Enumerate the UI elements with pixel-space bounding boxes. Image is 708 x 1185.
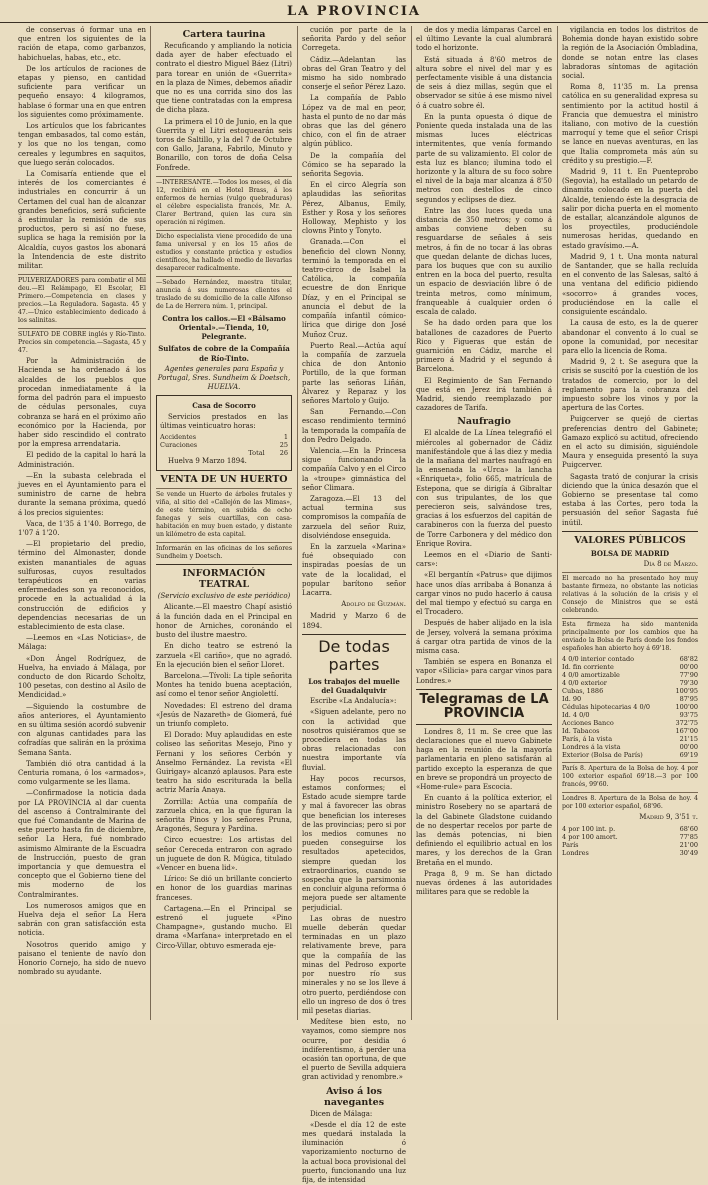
article-paragraph: Zaragoza.—El 13 del actual termina sus compromisos la compañía de zarzuela del señor Ruiz, disolviéndose enseguida. xyxy=(302,494,406,540)
article-paragraph: Después de haber alijado en la isla de Jersey, volverá la semana próxima á cargar otra partida de vinos de la misma casa. xyxy=(416,619,552,655)
article-paragraph: «Desde el día 12 de este mes quedará instalada la iluminación ó vaporizamiento nocturno de la actual boca provisional del puerto, funcionando una luz fija, de intensidad xyxy=(302,1120,406,1184)
article-paragraph: Novedades: El estreno del drama «Jesús de Nazareth» de Giomerá, fué un triunfo completo. xyxy=(156,701,292,728)
table-row xyxy=(160,441,288,449)
article-paragraph: —El propietario del predio, término del Almonaster, donde existen manantiales de aguas sulfurosas, cuyos resultados terapéuticos en varias enfermedades son ya reconocidos, procede en la actualidad á la construcción de edificios y dependencias necesarias de un establecimiento de esta clase. xyxy=(18,540,146,631)
article-paragraph: San Fernando.—Con escaso rendimiento terminó la temporada la compañía de don Pedro Delgado. xyxy=(302,408,406,444)
ad-heading: Sulfatos de cobre de la Compañía de Río-Tinto. xyxy=(158,344,290,363)
article-paragraph: Vaca, de 1'35 á 1'40. Borrego, de 1'07 á 1'20. xyxy=(18,519,146,537)
article-paragraph: —Leemos en «Las Noticias», de Málaga: xyxy=(18,634,146,652)
divider xyxy=(156,564,292,565)
quote-value: 100'00 xyxy=(675,703,698,712)
article-paragraph: El alcalde de La Línea telegrafió el miércoles al gobernador de Cádiz manifestándole que á las diez y media de la mañana del martes naufragó en la ensenada la «Urca» la lancha «Enriqueta», folio 665, matrícula de Estepona, que se dirigía á Gibraltar con sus tripulantes, de los que perecieron seis, salvándose tres, gracias á los esfuerzos del capitán de carabineros con la fuerza del puesto de Torre Carbonera y del médico don Enrique Rovira. xyxy=(416,429,552,548)
divider xyxy=(302,634,406,635)
quote-value: 100'95 xyxy=(675,687,698,696)
article-paragraph: También dió otra cantidad á la Centuria romana, ó los «armados», como vulgarmente se les llama. xyxy=(18,759,146,787)
article-paragraph: Servicios prestados en las últimas veinticuatro horas: xyxy=(160,412,288,430)
quotes-table xyxy=(562,825,698,857)
quote-label: Exterior (Bolsa de París) xyxy=(562,751,643,760)
article-paragraph: vigilancia en todos los distritos de Bohemia donde hayan existido sobre la región de la Asociación Ómbladina, donde se notan entre las clases labradoras síntomas de agitación social. xyxy=(562,26,698,81)
column-rule xyxy=(150,26,151,1020)
article-paragraph: Granada.—Con el beneficio del clown Nonny, terminó la temporada en el teatro-circo de Isabel la Católica, la compañía ecuestre de don Enrique Díaz, y en el Principal se anuncia el debut de la compañía infantil cómico-lírica que dirige don José Muñoz Cruz. xyxy=(302,238,406,339)
table-row xyxy=(562,719,698,727)
article-paragraph: Está situada á 8'60 metros de altura sobre el nivel del mar y es perfectamente visible á una distancia de seis á diez millas, según que el observador se sitúe á ese mismo nivel ó á cuatro sobre él. xyxy=(416,55,552,110)
quote-label: 4 por 100 int. p. xyxy=(562,825,616,834)
section-subheading: BOLSA DE MADRID xyxy=(590,548,670,558)
advertisement: —INTERESANTE.—Todos los meses, el día 12, recibirá en el Hotel Brass, á los enfermos de hernias (vulgo quebraduras) el célebre especialista francés, Mr. A. Clarer Bertrand, quien las cura sin operación ni régimen. xyxy=(156,176,292,227)
article-paragraph: Los numerosos amigos que en Huelva deja el señor La Hera sabrán con gran satisfacción esta noticia. xyxy=(18,901,146,938)
advertisement: Informarán en las oficinas de los señores Sundheim y Doetsch. xyxy=(156,542,292,561)
article-paragraph: En la punta opuesta ó dique de Poniente queda instalada una de las mismas luces eléctricas intermitentes, que venía formando parte de su valizamiento. El color de esta luz es blanco; ilumina todo el horizonte y la altura de su foco sobre el nivel de la baja mar alcanza á 8'50 metros con destellos de cinco segundos y eclipses de diez. xyxy=(416,112,552,204)
article-paragraph: Leemos en el «Diario de Santi-cars»: xyxy=(416,550,552,569)
column-2 xyxy=(156,26,292,1020)
quote-value: 30'49 xyxy=(679,849,698,858)
stats-total-value: 26 xyxy=(279,449,288,458)
article-paragraph: Puigcerver se quejó de ciertas preferencias dentro del Gabinete; Gamazo explicó su actitud, ofreciendo en el acto su dimisión, siguiéndole Maura y enseguida presentó la suya Puigcerver. xyxy=(562,415,698,470)
quote-label: Cédulas hipotecarias 4 0/0 xyxy=(562,703,650,712)
table-row xyxy=(562,727,698,735)
stats-date: Huelva 9 Marzo 1894. xyxy=(168,457,247,466)
article-paragraph: De la compañía del Cómico se ha separado la señorita Segovia. xyxy=(302,151,406,179)
table-row xyxy=(562,751,698,759)
article-paragraph: Medítese bien esto, no vayamos, como siempre nos ocurre, por desidia ó indiferentismo, á perder una ocasión tan oportuna, de que el puerto de Sevilla adquiera gran actividad y renombre.» xyxy=(302,1018,406,1082)
quote-label: 4 0/0 exterior xyxy=(562,679,607,688)
table-row xyxy=(160,449,288,457)
ad-heading: Contra los callos.—El «Bálsamo Oriental».—Tienda, 10, Pelegrante. xyxy=(162,313,286,342)
article-paragraph: Dicen de Málaga: xyxy=(310,1109,373,1118)
article-paragraph: En el circo Alegría son aplaudidas las señoritas Pérez, Albanus, Emily, Esther y Rosa y los señores Holloway, Mephisto y los clowns Pinto y Tonyto. xyxy=(302,181,406,236)
table-row xyxy=(562,849,698,857)
article-paragraph: El Dorado: Muy aplaudidas en este coliseo las señoritas Mesejo, Pino y Fernani y los señores Cerbón y Anselmo Fernández. La revista «El Guirigay» alcanzó aplausos. Para este teatro ha sido escriturada la bella actriz María Anaya. xyxy=(156,731,292,795)
section-subheading: (Servicio exclusivo de este periódico) xyxy=(157,592,291,601)
quote-value: 00'00 xyxy=(679,663,698,672)
article-paragraph: Por la Administración de Hacienda se ha ordenado á los alcaldes de los pueblos que procedan inmediatamente á la forma del padrón para el impuesto de cédulas personales, cuya cobranza se hará en el próximo año económico por la Hacienda, por haber sido rescindido el contrato por la empresa arrendataria. xyxy=(18,357,146,449)
quote-label: 4 por 100 amort. xyxy=(562,833,618,842)
table-row xyxy=(562,663,698,671)
advertisement: —Sebado Hernández, maestra titular, anuncia á sus numerosas clientes el traslado de su domicilio de la calle Alfonso de La de Herrera núm. 1, principal. xyxy=(156,276,292,311)
quote-label: Id. fin corriente xyxy=(562,663,614,672)
article-paragraph: Madrid 9, 1 t. Una monta natural de Santander, que se halla recluída en el convento de las Salesas, saltó á una ventana del edificio pidiendo «socorro» á grandes voces, produciéndose en la calle el consiguiente escándalo. xyxy=(562,252,698,317)
article-paragraph: Se ha dado orden para que los batallones de cazadores de Puerto Rico y Figueras que están de guarnición en Cádiz, marche el primero á Madrid y el segundo á Barcelona. xyxy=(416,319,552,374)
article-paragraph: Roma 8, 11'35 m. La prensa católica en su generalidad expresa su sentimiento por la actitud hostil á Francia que demuestra el ministro italiano, con motivo de la cuestión marroquí y teme que el señor Crispi se lance en nuevas aventuras, en las que Italia comprometa más aún su crédito y su prestigio.—F. xyxy=(562,83,698,165)
masthead xyxy=(0,0,708,23)
article-paragraph: Lírico: Se dió un brillante concierto en honor de los guardias marinas franceses. xyxy=(156,875,292,902)
article-paragraph: Barcelona.—Tívoli: La tiple señorita Montes ha tenido buena aceptación, así como el tenor señor Angiolettí. xyxy=(156,671,292,699)
market-note: El mercado no ha presentado hoy muy bastante firmeza, no obstante las noticias relativas á la solución de la crisis y el Consejo de Ministros que se está celebrando. xyxy=(562,572,698,615)
article-paragraph: En la zarzuela «Marina» fué obsequiado con inspiradas poesías de un vate de la localidad, el popular barítono señor Lacarra. xyxy=(302,542,406,597)
article-paragraph: Puerto Real.—Actúa aquí la compañía de zarzuela chica de don Antonio Portillo, de la que forman parte las señoras Liñán, Álvarez y Reparaz y los señores Martolo y Guijo. xyxy=(302,341,406,405)
article-paragraph: «Siguen adelante, pero no con la actividad que nosotros quisiéramos que se procediera en todas las obras relacionadas con nuestra importante vía fluvial. xyxy=(302,708,406,772)
article-paragraph: Madrid 9, 11 t. En Puenteprobo (Segovia), ha estallado un petardo de dinamita colocado en la puerta del Alcalde, teniendo éste la desgracia de salir por dicha puerta en el momento de estallar, alcanzándole algunos de los proyectiles, produciéndole numerosas heridas, quedando en estado gravísimo.—A. xyxy=(562,168,698,250)
article-paragraph: El Regimiento de San Fernando que está en Jerez irá también á Madrid, siendo reemplazado por cazadores de Tarifa. xyxy=(416,376,552,413)
quote-label: 4 0/0 interior contado xyxy=(562,655,635,664)
article-paragraph: de dos y media lámparas Carcel en el último Levante la cual alumbrará todo el horizonte. xyxy=(416,26,552,53)
quote-value: 77'90 xyxy=(679,671,698,680)
column-4 xyxy=(416,26,552,1020)
article-paragraph: Los artículos que los fabricantes tengan embasados, tal como están, y los que no los tengan, como cereales y legumbres en saquitos, que luego serán colocados. xyxy=(18,122,146,167)
quote-value: 21'00 xyxy=(679,841,698,850)
quotes-table xyxy=(562,655,698,759)
article-paragraph: Madrid 9, 2 t. Se asegura que la crisis se suscitó por la cuestión de los tratados de comercio, por lo del reglamento para la cobranza del impuesto sobre los vinos y por la apertura de las Cortes. xyxy=(562,358,698,413)
article-paragraph: «El bergantín «Patrus» que dijimos hace unos días arribaba á Bonanza á cargar vinos no pudo hacerlo á causa del mal tiempo y efectuó su carga en el Trocadero. xyxy=(416,571,552,617)
article-paragraph: Hay pocos recursos, estamos conformes; el Estado acude siempre tarde y mal á favorecer las obras que benefician los intereses de las provincias; pero si por los medios comunes no pueden conseguirse los resultados apetecidos, siempre quedan los extraordinarios, cuando se sospecha que la parsimonia en concluir alguna reforma ó mejora puede ser altamente perjudicial. xyxy=(302,774,406,912)
article-paragraph: El pedido de la capital lo hará la Administración. xyxy=(18,451,146,469)
table-row xyxy=(562,671,698,679)
quote-label: Londres xyxy=(562,849,589,858)
table-row xyxy=(562,833,698,841)
table-row xyxy=(562,655,698,663)
quote-label: París xyxy=(562,841,579,850)
column-rule xyxy=(297,26,298,1020)
advertisement: SULFATO DE COBRE inglés y Río-Tinto. Precios sin competencia.—Sagasta, 45 y 47. xyxy=(18,328,146,355)
quote-value: 21'15 xyxy=(679,735,698,744)
quote-label: Id. 90 xyxy=(562,695,582,704)
article-paragraph: Circo ecuestre: Los artistas del señor Cereceda entraron con agrado un juguete de don R. Múgica, titulado «Vencer en buena lid». xyxy=(156,836,292,872)
quote-label: Cubas, 1886 xyxy=(562,687,604,696)
article-paragraph: Recuficando y ampliando la noticia dada ayer de haber efectuado el contrato el diestro Miguel Báez (Litri) para torear en unión de «Guerrita» en la plaza de Nimes, debemos añadir que no es una corrida sino dos las que tiene contratadas con la empresa de dicha plaza. xyxy=(156,42,292,115)
quote-value: 93'75 xyxy=(679,711,698,720)
section-heading: Telegramas de LA PROVINCIA xyxy=(419,691,549,721)
page-title: LA PROVINCIA xyxy=(287,4,421,19)
table-row xyxy=(562,841,698,849)
divider xyxy=(416,689,552,690)
table-row xyxy=(562,703,698,711)
article-paragraph: Escribe «La Andalucía»: xyxy=(310,697,397,706)
quote-label: París, á la vista xyxy=(562,735,613,744)
dateline: Madrid y Marzo 6 de 1894. xyxy=(302,612,406,630)
article-paragraph: La causa de esto, es la de querer abandonar el convento á lo cual se opone la comunidad, por necesitar para ello la licencia de Roma. xyxy=(562,319,698,355)
article-paragraph: Nosotros querido amigo y paisano el teniente de navío don Honorio Cornejo, ha sido de nuevo nombrado su ayudante. xyxy=(18,940,146,977)
market-note: Londres 8. Apertura de la Bolsa de hoy. 4 por 100 exterior español, 68'96. xyxy=(562,792,698,811)
market-note: Esta firmeza ha sido mantenida principalmente por los cambios que ha enviado la Bolsa de París donde los fondos españoles han abierto hoy á 69'18. xyxy=(562,618,698,653)
stats-total-label: Total xyxy=(248,449,265,458)
author-signature: Adolfo de Guzmán. xyxy=(341,600,406,609)
article-paragraph: Zorrilla: Actúa una compañía de zarzuela chica, en la que figuran la señorita Pinos y los señores Pruna, Aragonés, Segura y Pardina. xyxy=(156,797,292,834)
table-row xyxy=(160,433,288,441)
quote-value: 69'19 xyxy=(679,751,698,760)
article-paragraph: Praga 8, 9 m. Se han dictado nuevas órdenes á las autoridades militares para que se redoble la xyxy=(416,869,552,897)
article-paragraph: Entre las dos luces queda una distancia de 350 metros; y como á ambas conviene deben su resguardarse de señales á seis metros, á fin de no tocar á las obras que quedan delante de dichas luces, para los buques que con su auxilio entren en la boca del puerto, resulta un espacio de desviación libre ó de treinta metros, como mínimum, franqueable á cualquier orden ó escala de calado. xyxy=(416,206,552,317)
article-paragraph: Cádiz.—Adelantan las obras del Gran Teatro y del mismo ha sido nombrado conserje el señor Pérez Lazo. xyxy=(302,55,406,92)
article-heading: Aviso á los navegantes xyxy=(323,1085,385,1108)
advertisement: PULVERIZADORES para combatir el Mil deu.—El Relámpago, El Escolar, El Primero.—Competencia en clases y precios.—La Reguladora. Sagasta. 45 y 47.—Único establecimiento dedicado á los salinitas. xyxy=(18,274,146,325)
section-heading: Cartera taurina xyxy=(182,29,266,40)
advertisement: Se vende un Huerto de árboles frutales y viña, al sitio del «Callejón de las Mimas», de este término, en subida de ocho fanegas y seis cuartillas, con casa-habitación en muy buen estado, y distante un kilómetro de esta capital. xyxy=(156,488,292,539)
column-5 xyxy=(562,26,698,1020)
section-heading: VENTA DE UN HUERTO xyxy=(160,474,288,486)
stats-value: 1 xyxy=(283,433,288,442)
article-paragraph: —Confirmadose la noticia dada por LA PROVINCIA al dar cuenta del ascenso á Contralmirante del que fué Comandante de Marina de este puerto hasta fin de diciembre, señor La Hera, fué nombrado asimismo Almirante de la Escuadra de Instrucción, puesto de gran importancia y que demuestra el concepto que el Gobierno tiene del mis moderno de los Contralmirantes. xyxy=(18,789,146,899)
ad-text: Agentes generales para España y Portugal, Sres. Sundheim & Doetsch, HUELVA. xyxy=(157,364,291,392)
divider xyxy=(416,724,552,725)
market-note: París 8. Apertura de la Bolsa de hoy. 4 por 100 exterior español 69'18.—3 por 100 francés, 99'60. xyxy=(562,762,698,789)
article-paragraph: —En la subasta celebrada el jueves en el Ayuntamiento para el suministro de carne de hebra durante la semana próxima, quedó á los precios siguientes: xyxy=(18,471,146,517)
article-paragraph: También se espera en Bonanza el vapor «Silicia» para cargar vinos para Londres.» xyxy=(416,658,553,685)
quote-label: Id. 4 0/0 xyxy=(562,711,590,720)
divider xyxy=(562,531,698,532)
quote-value: 00'00 xyxy=(679,743,698,752)
dateline: Día 8 de Marzo. xyxy=(643,559,698,568)
quote-value: 167'00 xyxy=(675,727,698,736)
table-row xyxy=(562,711,698,719)
stats-box xyxy=(156,395,292,471)
section-heading: Casa de Socorro xyxy=(192,401,256,411)
article-heading: Los trabajos del muelle del Guadalquivir xyxy=(308,676,400,695)
stats-label: Curaciones xyxy=(160,441,198,450)
table-row xyxy=(562,695,698,703)
quote-value: 87'95 xyxy=(679,695,698,704)
article-paragraph: Sagasta trató de conjurar la crisis diciendo que la única desazón que el Gobierno se presentase tal como estaba á las Cortes, pero toda la persuasión del señor Sagasta fué inútil. xyxy=(562,472,698,527)
stats-table xyxy=(160,433,288,457)
quote-label: Acciones Banco xyxy=(562,719,614,728)
quote-value: 79'30 xyxy=(679,679,698,688)
column-3 xyxy=(302,26,406,1184)
article-heading: Naufragio xyxy=(457,416,511,428)
article-paragraph: —Siguiendo la costumbre de años anteriores, el Ayuntamiento en su última sesión acordó subvenir con algunas cantidades para las cofradías que salirán en la próxima Semana Santa. xyxy=(18,702,146,757)
section-heading: INFORMACIÓN TEATRAL xyxy=(182,568,266,591)
article-paragraph: De los artículos de raciones de etapas y pienso, en cantidad suficiente para verificar un pequeño ensayo: 4 kilogramos, hablase ó formar una en que entren los siguientes como próximamente. xyxy=(18,64,146,119)
article-paragraph: Londres 8, 11 m. Se cree que las declaraciones que el nuevo Gabinete haga en la reunión de la mayoría parlamentaria en pleno satisfarán al partido excepto la esperanza de que en breve se propondrá un proyecto de «Home-rule» para Escocia. xyxy=(416,727,552,792)
article-paragraph: En dicho teatro se estrenó la zarzuela «El cariño», que no agradó. En la ejecución bien el señor Lloret. xyxy=(156,642,292,669)
column-rule xyxy=(557,26,558,1020)
article-paragraph: En cuanto á la política exterior, el ministro Rosebery no se apartará de la del Gabinete Gladstone cuidando de no despertar recelos por parte de las demás potencias, ni bien definiendo el equilibrio actual en los mares, y los derechos de la Gran Bretaña en el mundo. xyxy=(416,794,552,867)
table-row xyxy=(562,825,698,833)
dateline: Madrid 9, 3'51 t. xyxy=(639,813,698,822)
article-paragraph: Alicante.—El maestro Chapí asistió á la función dada en el Principal en honor de Arniches, coronándo el busto del ilustre maestro. xyxy=(156,603,292,640)
quote-value: 372'75 xyxy=(675,719,698,728)
table-row xyxy=(562,743,698,751)
quote-value: 77'85 xyxy=(679,833,698,842)
article-paragraph: La primera el 10 de Junio, en la que Guerrita y el Litri estoquearán seis toros de Saltillo, y la del 7 de Octubre con Gallo, Jarana, Fabrilo, Minuto y Bonarillo, con toros de doña Celsa Fonfrede. xyxy=(156,117,292,172)
article-paragraph: «Don Ángel Rodríguez, de Huelva, ha enviado á Málaga, por conducto de don Ricardo Scholtz, 100 pesetas, con destino al Asilo de Mendicidad.» xyxy=(18,654,146,700)
section-heading: VALORES PÚBLICOS xyxy=(574,534,686,546)
quote-label: 4 0/0 amortizable xyxy=(562,671,620,680)
article-paragraph: Las obras de nuestro muelle deberán quedar terminadas en un plazo relativamente breve, para que la compañía de las minas del Pedroso exporte por nuestro río sus minerales y no se los lleve á otro puerto, perdiéndose con ello un ingreso de dos ó tres mil pesetas diarias. xyxy=(302,914,406,1015)
stats-label: Accidentes xyxy=(160,433,197,442)
quote-label: Id. Tabacos xyxy=(562,727,600,736)
column-1 xyxy=(18,26,146,1020)
article-paragraph: cución por parte de la señorita Pardo y del señor Corregeta. xyxy=(302,26,406,53)
quote-value: 68'82 xyxy=(679,655,698,664)
article-paragraph: La compañía de Pablo López va de mal en peor, hasta el punto de no dar más obras que las del género chico, con el fin de atraer algún público. xyxy=(302,94,406,149)
column-rule xyxy=(411,26,412,1020)
quote-value: 68'60 xyxy=(679,825,698,834)
article-paragraph: La Comisaría entiende que el interés de los comerciantes é industriales en concurrir á un Certamen del cual han de alcanzar grandes beneficios, será suficiente á estimular la remisión de sus productos, pero si así no fuese, suplica se haga la remisión por la Alcaldía, cuyos gastos los abonará la Intendencia de este distrito militar. xyxy=(18,170,146,271)
quote-label: Londres á la vista xyxy=(562,743,621,752)
section-heading: De todas partes xyxy=(318,636,390,674)
advertisement: Dicho especialista viene procedido de una fama universal y en los 15 años de estudios y constante práctica y estudios científicos, ha hallado el medio de llevarlas desaparecer radicalmente. xyxy=(156,230,292,273)
table-row xyxy=(562,679,698,687)
table-row xyxy=(562,687,698,695)
article-paragraph: de conservas ó formar una en que entren los siguientes de la ración de etapa, como garbanzos, habichuelas, habas, etc., etc. xyxy=(18,26,146,62)
table-row xyxy=(562,735,698,743)
article-paragraph: Valencia.—En la Princesa sigue funcionando la compañía Calvo y en el Circo la «troupe» gimnástica del señor Climara. xyxy=(302,446,406,492)
article-paragraph: Cartagena.—En el Principal se estrenó el juguete «Pino Champagne», gustando mucho. El drama «Marfana» interpretado en el Circo-Villar, obtuvo esmerada eje- xyxy=(156,904,292,950)
stats-value: 25 xyxy=(279,441,288,450)
